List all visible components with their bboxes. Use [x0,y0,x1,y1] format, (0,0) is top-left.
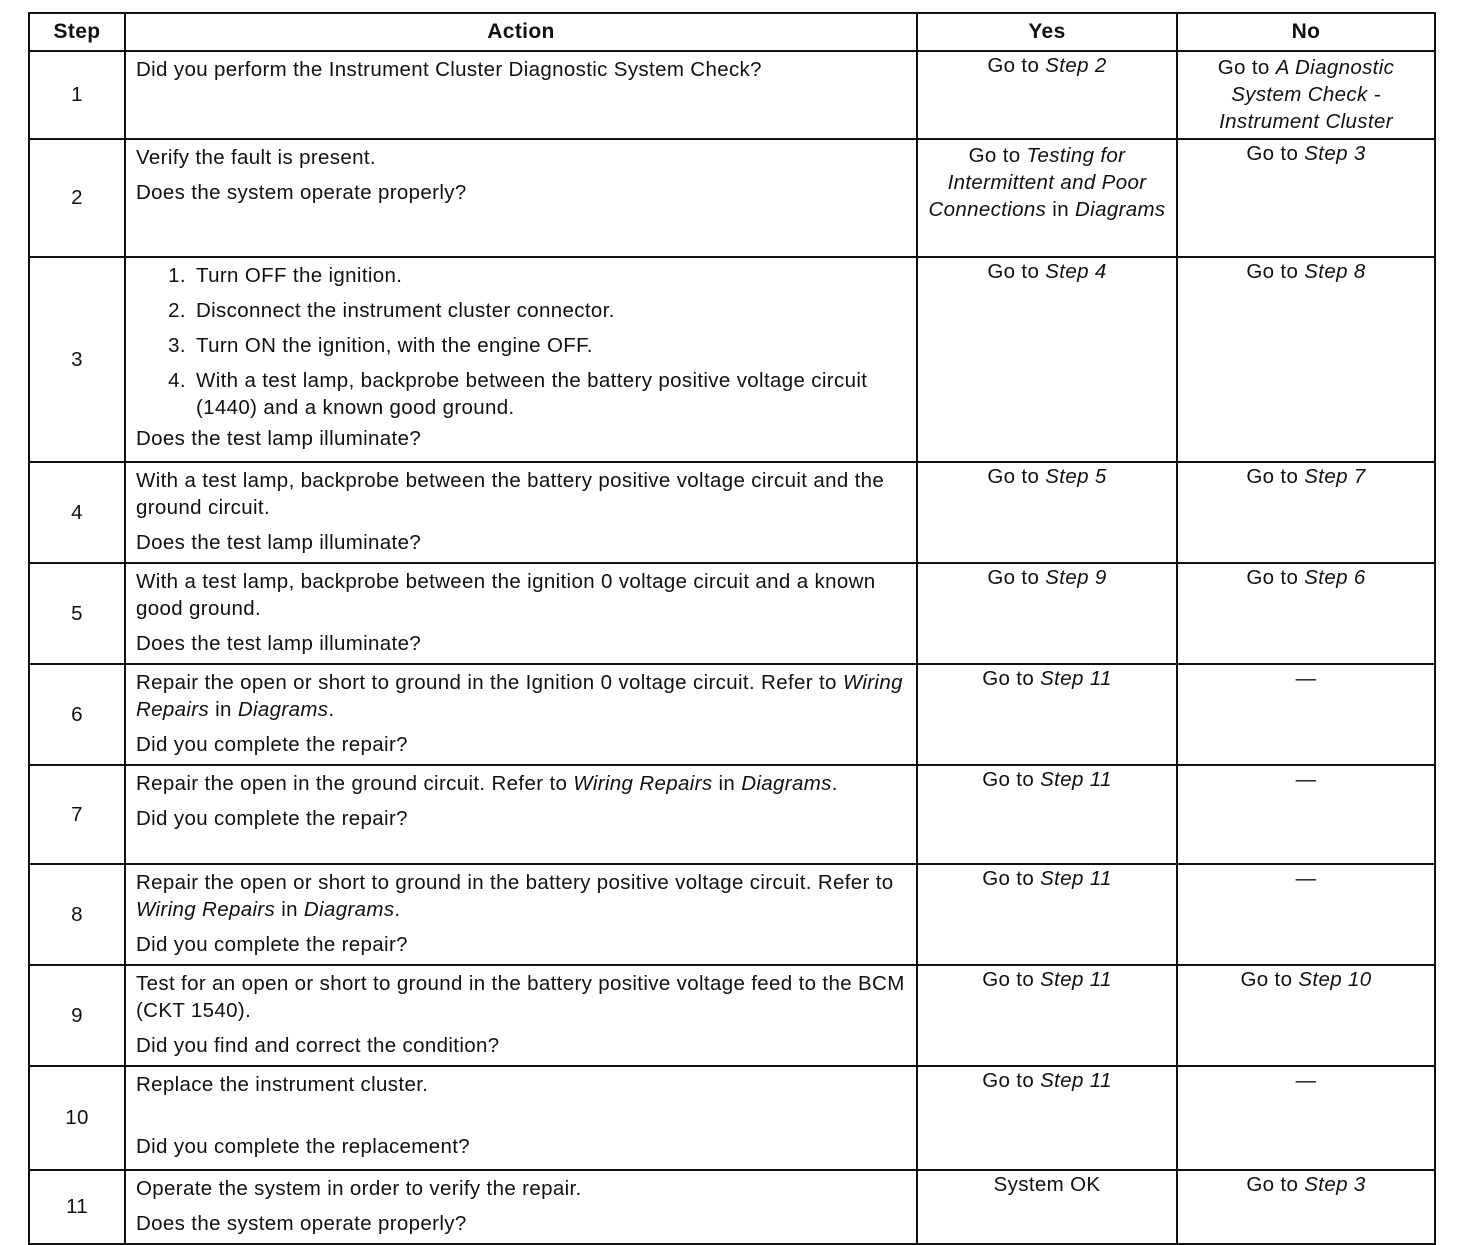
yes-link[interactable]: Step 2 [1045,54,1107,77]
yes-link[interactable]: Testing for Intermittent and Poor Connections [928,144,1147,221]
action-mid: in [275,898,304,921]
yes-link[interactable]: Step 4 [1045,260,1107,283]
action-cell [125,765,917,864]
action-text: With a test lamp, backprobe between the battery positive voltage circuit and the ground circuit. [136,469,885,519]
no-link[interactable]: A Diagnostic System Check - Instrument Cluster [1219,56,1395,133]
no-dash: — [1295,867,1317,890]
header-step: Step [29,13,125,51]
yes-prefix: Go to [982,1069,1041,1092]
yes-prefix: Go to [987,260,1046,283]
no-prefix: Go to [1240,968,1299,991]
no-prefix: Go to [1217,56,1276,79]
action-question: Did you complete the repair? [136,933,408,956]
no-cell [1177,139,1435,257]
action-mid: in [712,772,742,795]
no-dash: — [1295,768,1317,791]
table-row [29,765,1435,864]
action-cell [125,563,917,664]
yes-prefix: Go to [987,465,1046,488]
action-end: . [328,698,335,721]
no-prefix: Go to [1246,566,1305,589]
yes-prefix: Go to [982,768,1041,791]
diagnostic-table [28,12,1436,1245]
action-cell [125,664,917,765]
action-text: With a test lamp, backprobe between the ignition 0 voltage circuit and a known good ground. [136,570,876,620]
yes-link[interactable]: Step 9 [1045,566,1107,589]
action-cell [125,864,917,965]
yes-cell [917,139,1177,257]
wiring-repairs-link[interactable]: Wiring Repairs [573,772,713,795]
no-dash: — [1295,667,1317,690]
yes-cell [917,1170,1177,1244]
action-question: Does the test lamp illuminate? [136,632,422,655]
table-row [29,965,1435,1066]
action-cell [125,462,917,563]
diagrams-link[interactable]: Diagrams [303,898,395,921]
step-number: 11 [29,1170,125,1244]
step-number: 7 [29,765,125,864]
table-row [29,563,1435,664]
step-number: 9 [29,965,125,1066]
table-row [29,1170,1435,1244]
no-cell [1177,257,1435,462]
no-cell [1177,1170,1435,1244]
no-link[interactable]: Step 3 [1304,142,1366,165]
yes-cell [917,51,1177,139]
no-cell [1177,765,1435,864]
no-cell [1177,864,1435,965]
yes-link[interactable]: Step 5 [1045,465,1107,488]
table-row [29,864,1435,965]
substep-item: 1. Turn OFF the ignition. [192,262,908,289]
table-row [29,51,1435,139]
yes-link[interactable]: Step 11 [1040,768,1112,791]
step-number: 3 [29,257,125,462]
action-text: Operate the system in order to verify the repair. [136,1177,582,1200]
action-text [136,869,908,923]
wiring-repairs-link[interactable]: Wiring Repairs [136,898,276,921]
yes-cell [917,1066,1177,1170]
substep-item: 3. Turn ON the ignition, with the engine OFF. [192,332,908,359]
no-link[interactable]: Step 7 [1304,465,1366,488]
action-question: Does the test lamp illuminate? [136,531,422,554]
yes-prefix: Go to [987,54,1046,77]
yes-cell [917,462,1177,563]
no-cell [1177,462,1435,563]
action-cell [125,1170,917,1244]
substep-list [136,262,908,421]
no-cell [1177,563,1435,664]
step-number: 10 [29,1066,125,1170]
diagrams-link[interactable]: Diagrams [741,772,832,795]
header-no: No [1177,13,1435,51]
step-number: 1 [29,51,125,139]
action-question: Did you complete the repair? [136,733,408,756]
action-main: Repair the open or short to ground in the Ignition 0 voltage circuit. Refer to [136,671,843,694]
yes-prefix: Go to [982,867,1041,890]
no-cell [1177,664,1435,765]
action-text [136,770,908,797]
yes-link[interactable]: Step 11 [1040,1069,1112,1092]
no-cell [1177,1066,1435,1170]
action-question: Did you complete the replacement? [136,1135,471,1158]
no-dash: — [1295,1069,1317,1092]
header-action: Action [125,13,917,51]
action-cell [125,51,917,139]
yes-cell [917,563,1177,664]
yes-link[interactable]: Step 11 [1040,968,1112,991]
table-row [29,462,1435,563]
yes-link-diagrams[interactable]: Diagrams [1075,198,1166,221]
yes-cell [917,765,1177,864]
no-link[interactable]: Step 8 [1304,260,1366,283]
action-main: Repair the open in the ground circuit. Refer to [136,772,574,795]
wiring-repairs-link[interactable]: Wiring Repairs [136,671,903,721]
no-link[interactable]: Step 6 [1304,566,1366,589]
no-prefix: Go to [1246,1173,1305,1196]
yes-prefix: Go to [968,144,1027,167]
yes-prefix: Go to [982,667,1041,690]
action-question: Did you find and correct the condition? [136,1034,500,1057]
no-prefix: Go to [1246,465,1305,488]
action-main: Repair the open or short to ground in the battery positive voltage circuit. Refer to [136,871,894,894]
step-number: 8 [29,864,125,965]
yes-prefix: Go to [987,566,1046,589]
yes-prefix: Go to [982,968,1041,991]
table-row [29,257,1435,462]
yes-cell [917,965,1177,1066]
table-row [29,1066,1435,1170]
header-yes: Yes [917,13,1177,51]
action-text: Did you perform the Instrument Cluster Diagnostic System Check? [136,58,762,81]
action-mid: in [209,698,238,721]
no-link[interactable]: Step 10 [1298,968,1372,991]
no-prefix: Go to [1246,260,1305,283]
table-row [29,664,1435,765]
no-cell [1177,965,1435,1066]
action-question: Did you complete the repair? [136,807,408,830]
step-number: 6 [29,664,125,765]
action-text: Replace the instrument cluster. [136,1073,429,1096]
action-text [136,669,908,723]
header-row [29,13,1435,51]
yes-link[interactable]: Step 11 [1040,667,1112,690]
yes-cell [917,664,1177,765]
action-end: . [831,772,838,795]
no-prefix: Go to [1246,142,1305,165]
diagrams-link[interactable]: Diagrams [237,698,329,721]
action-cell [125,257,917,462]
substep-item: 2. Disconnect the instrument cluster connector. [192,297,908,324]
step-number: 4 [29,462,125,563]
substep-item: 4. With a test lamp, backprobe between the battery positive voltage circuit (1440) and a known good ground. [192,367,908,421]
action-end: . [394,898,401,921]
table-row [29,139,1435,257]
yes-text: System OK [993,1173,1101,1196]
no-cell [1177,51,1435,139]
action-text: Verify the fault is present. [136,146,376,169]
action-cell [125,1066,917,1170]
step-number: 5 [29,563,125,664]
action-question: Does the system operate properly? [136,181,467,204]
step-number: 2 [29,139,125,257]
action-text: Test for an open or short to ground in the battery positive voltage feed to the BCM (CKT 1540). [136,972,905,1022]
action-question: Does the test lamp illuminate? [136,427,422,450]
no-link[interactable]: Step 3 [1304,1173,1366,1196]
yes-link[interactable]: Step 11 [1040,867,1112,890]
yes-cell [917,864,1177,965]
action-cell [125,965,917,1066]
action-question: Does the system operate properly? [136,1212,467,1235]
yes-cell [917,257,1177,462]
action-cell [125,139,917,257]
yes-mid: in [1046,198,1076,221]
